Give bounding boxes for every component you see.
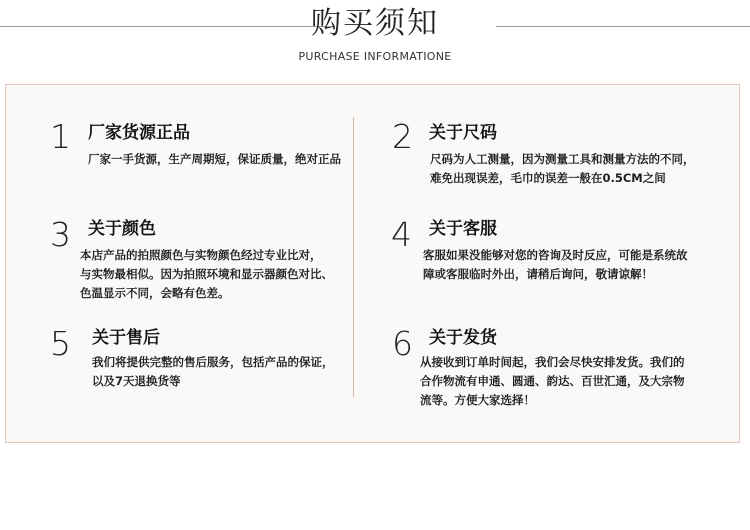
column-divider <box>353 117 354 397</box>
section-title: 关于发货 <box>429 328 497 348</box>
section-body <box>80 246 333 303</box>
section-title: 关于颜色 <box>88 219 156 239</box>
section-title: 关于尺码 <box>429 123 497 143</box>
body-line: 我们将提供完整的售后服务，包括产品的保证， <box>92 355 334 369</box>
section-number: 3 <box>50 215 71 254</box>
section-number: 2 <box>392 117 413 156</box>
section-number: 6 <box>392 324 413 363</box>
body-line: 本店产品的拍照颜色与实物颜色经过专业比对， <box>80 248 322 262</box>
body-line: 从接收到订单时间起，我们会尽快安排发货。我们的 <box>420 355 685 369</box>
body-line: 尺码为人工测量，因为测量工具和测量方法的不同， <box>430 152 695 166</box>
section-title: 关于售后 <box>92 328 160 348</box>
body-line: 客服如果没能够对您的咨询及时反应，可能是系统故 <box>423 248 688 262</box>
section-number: 1 <box>50 117 71 156</box>
section-body <box>92 353 334 391</box>
body-line: 与实物最相似。因为拍照环境和显示器颜色对比、 <box>80 267 333 281</box>
section-body <box>423 246 688 284</box>
page-subtitle: PURCHASE INFORMATIONE <box>298 50 452 63</box>
body-line: 以及7天退换货等 <box>92 374 181 388</box>
section-body <box>420 353 685 410</box>
section-body <box>88 150 341 169</box>
body-line: 障或客服临时外出，请稍后询问，敬请谅解！ <box>423 267 653 281</box>
page-title: 购买须知 <box>311 6 439 41</box>
section-number: 4 <box>391 215 412 254</box>
body-line: 流等。方便大家选择！ <box>420 393 535 407</box>
section-title: 关于客服 <box>429 219 497 239</box>
body-line: 色温显示不同，会略有色差。 <box>80 286 230 300</box>
section-title: 厂家货源正品 <box>88 123 190 143</box>
body-line: 合作物流有申通、圆通、韵达、百世汇通，及大宗物 <box>420 374 685 388</box>
section-number: 5 <box>50 324 71 363</box>
section-body <box>430 150 695 188</box>
body-line: 难免出现误差，毛巾的误差一般在0.5CM之间 <box>430 171 666 185</box>
body-line: 厂家一手货源，生产周期短，保证质量，绝对正品 <box>88 152 341 166</box>
